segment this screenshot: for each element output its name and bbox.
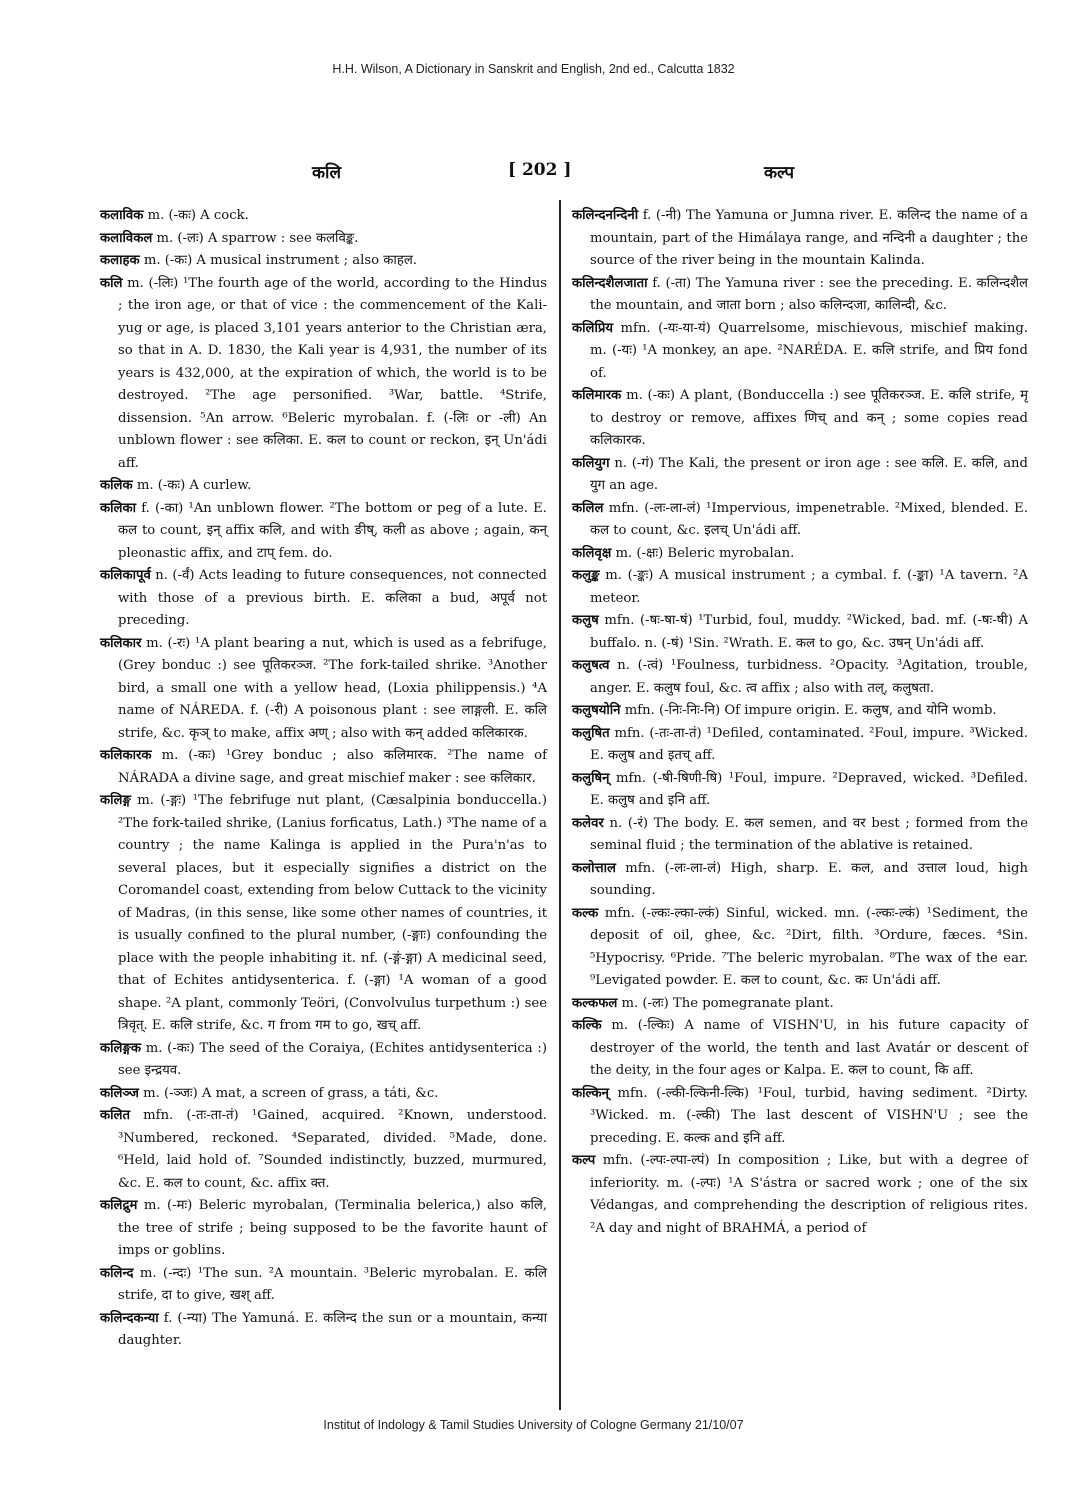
entry-headword: कलिद्रुम (100, 1198, 138, 1213)
dictionary-entry (100, 498, 547, 566)
entry-definition: m. (-कः) ¹Grey bonduc ; also कलिमारक. ²The name of NÁRADA a divine sage, and great mischief maker : see कलिकार. (118, 748, 547, 786)
entry-definition: n. (-र्वं) Acts leading to future consequences, not connected with those of a previous birth. E. कलिका a bud, अपूर्व not preceding. (118, 568, 547, 628)
entry-headword: कलिवृक्ष (572, 545, 612, 561)
dictionary-entry (572, 700, 1028, 723)
dictionary-entry (100, 475, 547, 498)
entry-definition: mfn. (-यः-या-यं) Quarrelsome, mischievous, mischief making. m. (-यः) ¹A monkey, an ape. ²NARÉDA. E. कलि strife, and प्रिय fond of. (590, 320, 1028, 381)
dictionary-entry (100, 1195, 547, 1263)
dictionary-entry (100, 273, 547, 476)
entry-headword: कलुष (572, 613, 599, 628)
entry-headword: कलाविकल (100, 230, 153, 246)
entry-definition: n. (-गं) The Kali, the present or iron age : see कलि. E. कलि, and युग an age. (590, 455, 1028, 493)
dictionary-entry (100, 633, 547, 746)
entry-headword: कलिन्दनन्दिनी (572, 208, 639, 223)
entry-definition: mfn. (-ल्पः-ल्पा-ल्पं) In composition ; Like, but with a degree of inferiority. m. (-ल्पः) ¹A S'ástra or sacred work ; one of the six Védangas, and comprehending the description of religious rites. ²A day and night of BRAHMÁ, a period of (590, 1153, 1028, 1236)
dictionary-entry (572, 610, 1028, 655)
entry-definition: mfn. (-ल्की-ल्किनी-ल्कि) ¹Foul, turbid, having sediment. ²Dirty. ³Wicked. m. (-ल्की) The last descent of VISHN'U ; see the preceding. E. कल्क and इनि aff. (590, 1085, 1028, 1146)
entry-definition: m. (-लिः) ¹The fourth age of the world, according to the Hindus ; the iron age, or that of vice : the commencement of the Kali-yug or age, is placed 3,101 years anterior to the Christian æra, so that in A. D. 1830, the Kali year is 4,931, the number of its years is 432,000, at the expiration of which, the world is to be destroyed. ²The age personified. ³War, battle. ⁴Strife, dissension. ⁵An arrow. ⁶Beleric myrobalan. f. (-लिः or -ली) An unblown flower : see कलिका. E. कल to count or reckon, इन् Un'ádi aff. (118, 275, 547, 471)
entry-definition: m. (-कः) The seed of the Coraiya, (Echites antidysenterica :) see इन्द्रयव. (118, 1040, 547, 1078)
entry-headword: कलाहक (100, 253, 140, 268)
entry-definition: mfn. (-षी-षिणी-षि) ¹Foul, impure. ²Depraved, wicked. ³Defiled. E. कलुष and इनि aff. (590, 770, 1028, 808)
dictionary-entry (572, 813, 1028, 858)
dictionary-entry (100, 1263, 547, 1308)
dictionary-entry (572, 768, 1028, 813)
entry-definition: m. (-रः) ¹A plant bearing a nut, which is used as a febrifuge, (Grey bonduc :) see पूतिकरञ्ज. ²The fork-tailed shrike. ³Another bird, a small one with a yellow head, (Loxia philippensis.) ⁴A name of NÁREDA. f. (-री) A poisonous plant : see लाङ्गली. E. कलि strife, &c. कृञ् to make, affix अण् ; also with कन् added कलिकारक. (118, 635, 547, 741)
entry-definition: mfn. (-निः-निः-नि) Of impure origin. E. कलुष, and योनि womb. (620, 703, 997, 718)
right-column (572, 205, 1028, 1240)
dictionary-entry (100, 1083, 547, 1106)
entry-definition: mfn. (-ल्कः-ल्का-ल्कं) Sinful, wicked. mn. (-ल्कः-ल्कं) ¹Sediment, the deposit of oil, ghee, &c. ²Dirt, filth. ³Ordure, fæces. ⁴Sin. ⁵Hypocrisy. ⁶Pride. ⁷The beleric myrobalan. ⁸The wax of the ear. ⁹Levigated powder. E. कल to count, &c. कः Un'ádi aff. (590, 905, 1028, 988)
entry-headword: कलुषिन् (572, 770, 610, 786)
entry-definition: m. (-कः) A cock. (143, 208, 249, 223)
page-number: [ 202 ] (508, 160, 572, 180)
dictionary-entry (100, 1308, 547, 1353)
entry-definition: m. (-मः) Beleric myrobalan, (Terminalia belerica,) also कलि, the tree of strife ; being supposed to be the favorite haunt of imps or goblins. (118, 1198, 547, 1258)
entry-headword: कलुषयोनि (572, 703, 621, 718)
entry-definition: n. (-त्वं) ¹Foulness, turbidness. ²Opacity. ³Agitation, trouble, anger. E. कलुष foul, &c. त्व affix ; also with तल्, कलुषता. (590, 658, 1028, 696)
entry-definition: m. (-कः) A plant, (Bonduccella :) see पूतिकरञ्ज. E. कलि strife, मृ to destroy or remove, affixes णिच् and कन् ; some copies read कलिकारक. (590, 388, 1028, 448)
entry-headword: कलित (100, 1108, 131, 1123)
entry-definition: f. (-नी) The Yamuna or Jumna river. E. कलिन्द the name of a mountain, part of the Himálaya range, and नन्दिनी a daughter ; the source of the river being in the mountain Kalinda. (590, 208, 1028, 268)
entry-headword: कलि (100, 275, 123, 291)
source-citation: H.H. Wilson, A Dictionary in Sanskrit and English, 2nd ed., Calcutta 1832 (332, 62, 735, 76)
dictionary-entry (100, 565, 547, 633)
entry-headword: कलिकार (100, 635, 142, 651)
entry-definition: f. (-न्या) The Yamuná. E. कलिन्द the sun or a mountain, कन्या daughter. (118, 1310, 547, 1348)
entry-definition: m. (-कः) A curlew. (132, 478, 252, 493)
entry-headword: कलिकारक (100, 748, 152, 763)
entry-definition: mfn. (-लः-ला-लं) High, sharp. E. कल, and उत्ताल loud, high sounding. (590, 860, 1028, 898)
column-divider (559, 200, 561, 1410)
entry-headword: कलिप्रिय (572, 320, 614, 336)
dictionary-entry (100, 1038, 547, 1083)
entry-definition: m. (-कः) A musical instrument ; also काहल. (139, 253, 417, 268)
entry-headword: कलिङ्ग (100, 793, 131, 808)
entry-headword: कलिकापूर्व (100, 568, 151, 583)
entry-headword: कलिन्दकन्या (100, 1310, 159, 1326)
dictionary-entry (572, 565, 1028, 610)
dictionary-entry (572, 498, 1028, 543)
entry-headword: कलिन्दशैलजाता (572, 275, 648, 291)
dictionary-entry (572, 655, 1028, 700)
entry-headword: कल्कि (572, 1018, 602, 1033)
dictionary-entry (572, 903, 1028, 993)
entry-headword: कल्कफल (572, 995, 618, 1011)
footer-credit: Institut of Indology & Tamil Studies University of Cologne Germany 21/10/07 (323, 1418, 744, 1432)
entry-definition: m. (-ल्किः) A name of VISHN'U, in his future capacity of destroyer of the world, the tenth and last Avatár or descent of the deity, in the four ages or Kalpa. E. कल to count, कि aff. (590, 1018, 1028, 1078)
entry-headword: कलेवर (572, 815, 604, 831)
entry-definition: m. (-ङ्कः) A musical instrument ; a cymbal. f. (-ङ्का) ¹A tavern. ²A meteor. (590, 568, 1028, 606)
entry-headword: कलिका (100, 500, 137, 516)
dictionary-entry (572, 205, 1028, 273)
dictionary-entry (572, 453, 1028, 498)
entry-definition: f. (-ता) The Yamuna river : see the preceding. E. कलिन्दशैल the mountain, and जाता born ; also कलिन्दजा, कालिन्दी, &c. (590, 275, 1028, 313)
entry-definition: mfn. (-तः-ता-तं) ¹Defiled, contaminated. ²Foul, impure. ³Wicked. E. कलुष and इतच् aff. (590, 725, 1028, 763)
entry-headword: कल्किन् (572, 1085, 609, 1101)
entry-headword: कलुषित (572, 725, 610, 741)
dictionary-entry (100, 250, 547, 273)
dictionary-entry (572, 993, 1028, 1016)
entry-definition: m. (-लः) A sparrow : see कलविङ्क. (152, 230, 359, 246)
entry-definition: m. (-क्षः) Beleric myrobalan. (611, 545, 795, 561)
dictionary-entry (100, 205, 547, 228)
dictionary-entry (100, 1105, 547, 1195)
entry-headword: कल्प (572, 1153, 596, 1168)
running-head-left: कलि (312, 163, 341, 183)
running-head-right: कल्प (764, 163, 795, 183)
dictionary-entry (572, 385, 1028, 453)
dictionary-entry (100, 228, 547, 251)
dictionary-entry (572, 1083, 1028, 1151)
entry-headword: कलिक (100, 478, 133, 493)
dictionary-entry (572, 858, 1028, 903)
entry-definition: m. (-लः) The pomegranate plant. (617, 995, 834, 1011)
dictionary-entry (100, 790, 547, 1038)
entry-headword: कलिन्द (100, 1265, 134, 1281)
entry-headword: कलिमारक (572, 388, 622, 403)
entry-headword: कलाविक (100, 208, 144, 223)
entry-definition: m. (-ञ्जः) A mat, a screen of grass, a táti, &c. (138, 1085, 439, 1101)
dictionary-entry (572, 723, 1028, 768)
dictionary-entry (100, 745, 547, 790)
entry-headword: कलिञ्ज (100, 1085, 139, 1101)
dictionary-entry (572, 543, 1028, 566)
left-column (100, 205, 547, 1353)
entry-definition: mfn. (-षः-षा-षं) ¹Turbid, foul, muddy. ²Wicked, bad. mf. (-षः-षी) A buffalo. n. (-षं) ¹Sin. ²Wrath. E. कल to go, &c. उषन् Un'ádi aff. (590, 613, 1028, 651)
entry-headword: कलियुग (572, 455, 610, 471)
entry-definition: n. (-रं) The body. E. कल semen, and वर best ; formed from the seminal fluid ; the termination of the ablative is retained. (590, 815, 1028, 853)
entry-headword: कलिल (572, 500, 604, 516)
entry-headword: कलोत्ताल (572, 860, 616, 876)
entry-definition: mfn. (-तः-ता-तं) ¹Gained, acquired. ²Known, understood. ³Numbered, reckoned. ⁴Separated, divided. ⁵Made, done. ⁶Held, laid hold of. ⁷Sounded indistinctly, buzzed, murmured, &c. E. कल to count, &c. affix क्त. (118, 1108, 547, 1191)
entry-headword: कलिङ्गक (100, 1040, 141, 1056)
entry-headword: कलुङ्क (572, 568, 600, 583)
dictionary-entry (572, 1015, 1028, 1083)
entry-definition: m. (-न्दः) ¹The sun. ²A mountain. ³Beleric myrobalan. E. कलि strife, दा to give, खश् aff. (118, 1265, 547, 1303)
entry-headword: कल्क (572, 905, 599, 921)
entry-definition: m. (-ङ्गः) ¹The febrifuge nut plant, (Cæsalpinia bonduccella.) ²The fork-tailed shrike, (Lanius forficatus, Lath.) ³The name of a country ; the name Kalinga is applied in the Pura'n'as to several places, but it especially signifies a district on the Coromandel coast, extending from below Cuttack to the vicinity of Madras, (in this sense, like some other names of countries, it is usually confined to the plural number, (-ङ्गाः) confounding the place with the people inhabiting it. nf. (-ङ्गं-ङ्गा) A medicinal seed, that of Echites antidysenterica. f. (-ङ्गा) ¹A woman of a good shape. ²A plant, commonly Teöri, (Convolvulus turpethum :) see त्रिवृत्. E. कलि strife, &c. ग from गम to go, खच् aff. (118, 793, 547, 1033)
dictionary-entry (572, 273, 1028, 318)
entry-headword: कलुषत्व (572, 658, 610, 673)
dictionary-entry (572, 1150, 1028, 1240)
entry-definition: f. (-का) ¹An unblown flower. ²The bottom or peg of a lute. E. कल to count, इन् affix कलि, and with ङीष्, कली as above ; again, कन् pleonastic affix, and टाप् fem. do. (118, 500, 547, 561)
dictionary-entry (572, 318, 1028, 386)
entry-definition: mfn. (-लः-ला-लं) ¹Impervious, impenetrable. ²Mixed, blended. E. कल to count, &c. इलच् Un'ádi aff. (590, 500, 1028, 538)
